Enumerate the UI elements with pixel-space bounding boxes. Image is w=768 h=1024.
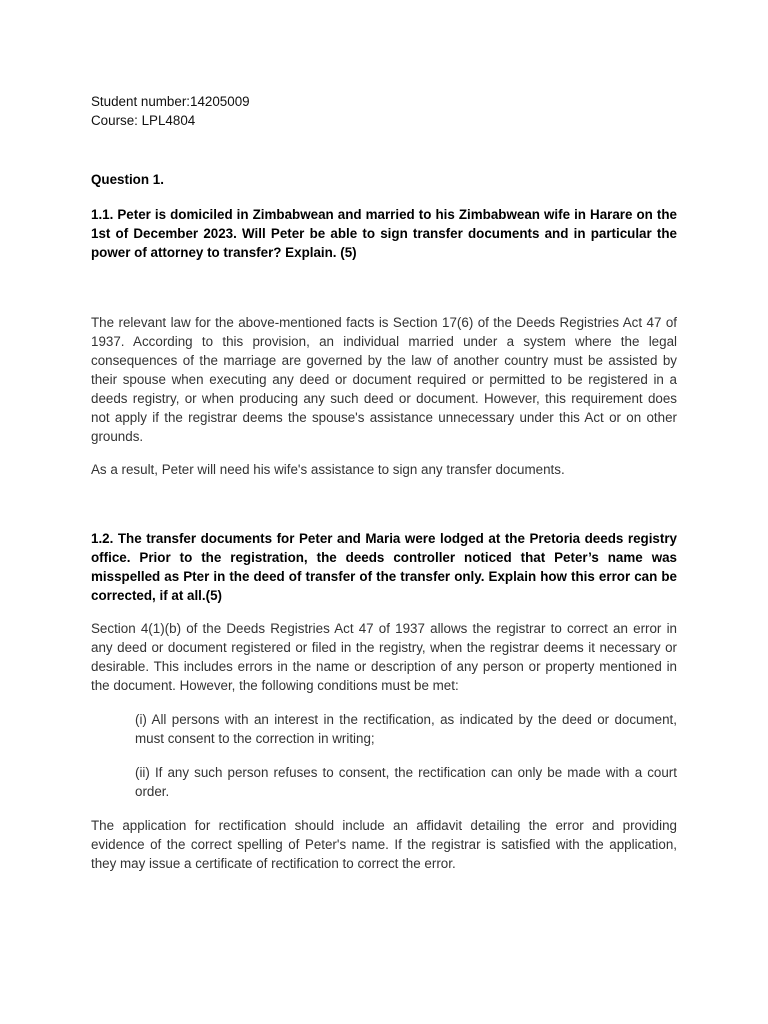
student-info <box>91 92 677 130</box>
condition-item: (ii) If any such person refuses to consent, the rectification can only be made with a court order. <box>135 765 677 799</box>
condition-item: (i) All persons with an interest in the rectification, as indicated by the deed or document, must consent to the correction in writing; <box>135 712 677 746</box>
answer-1-1-paragraph-1: The relevant law for the above-mentioned facts is Section 17(6) of the Deeds Registries Act 47 of 1937. According to this provision, an individual married under a system where the legal consequences of the marriage are governed by the law of another country must be assisted by their spouse when executing any deed or document required or permitted to be registered in a deeds registry, or when producing any such deed or document. However, this requirement does not apply if the registrar deems the spouse's assistance unnecessary under this Act or on other grounds. <box>91 315 677 444</box>
answer-1-2-paragraph-2: The application for rectification should include an affidavit detailing the error and providing evidence of the correct spelling of Peter's name. If the registrar is satisfied with the application, they may issue a certificate of rectification to correct the error. <box>91 818 677 871</box>
question-heading: Question 1. <box>91 172 164 187</box>
question-1-2-prompt: 1.2. The transfer documents for Peter and Maria were lodged at the Pretoria deeds registry office. Prior to the registration, the deeds controller noticed that Peter’s name was misspelled as Pter in the deed of transfer of the transfer only. Explain how this error can be corrected, if at all.(5) <box>91 531 677 603</box>
student-number: Student number:14205009 <box>91 94 250 109</box>
course-code: Course: LPL4804 <box>91 113 196 128</box>
question-1-1-prompt: 1.1. Peter is domiciled in Zimbabwean and married to his Zimbabwean wife in Harare on the 1st of December 2023. Will Peter be able to sign transfer documents and in particular the power of attorney to transfer? Explain. (5) <box>91 207 677 260</box>
answer-1-2-paragraph-1: Section 4(1)(b) of the Deeds Registries Act 47 of 1937 allows the registrar to correct an error in any deed or document registered or filed in the registry, when the registrar deems it necessary or desirable. This includes errors in the name or description of any person or property mentioned in the document. However, the following conditions must be met: <box>91 621 677 693</box>
answer-1-1-paragraph-2: As a result, Peter will need his wife's assistance to sign any transfer documents. <box>91 462 565 477</box>
